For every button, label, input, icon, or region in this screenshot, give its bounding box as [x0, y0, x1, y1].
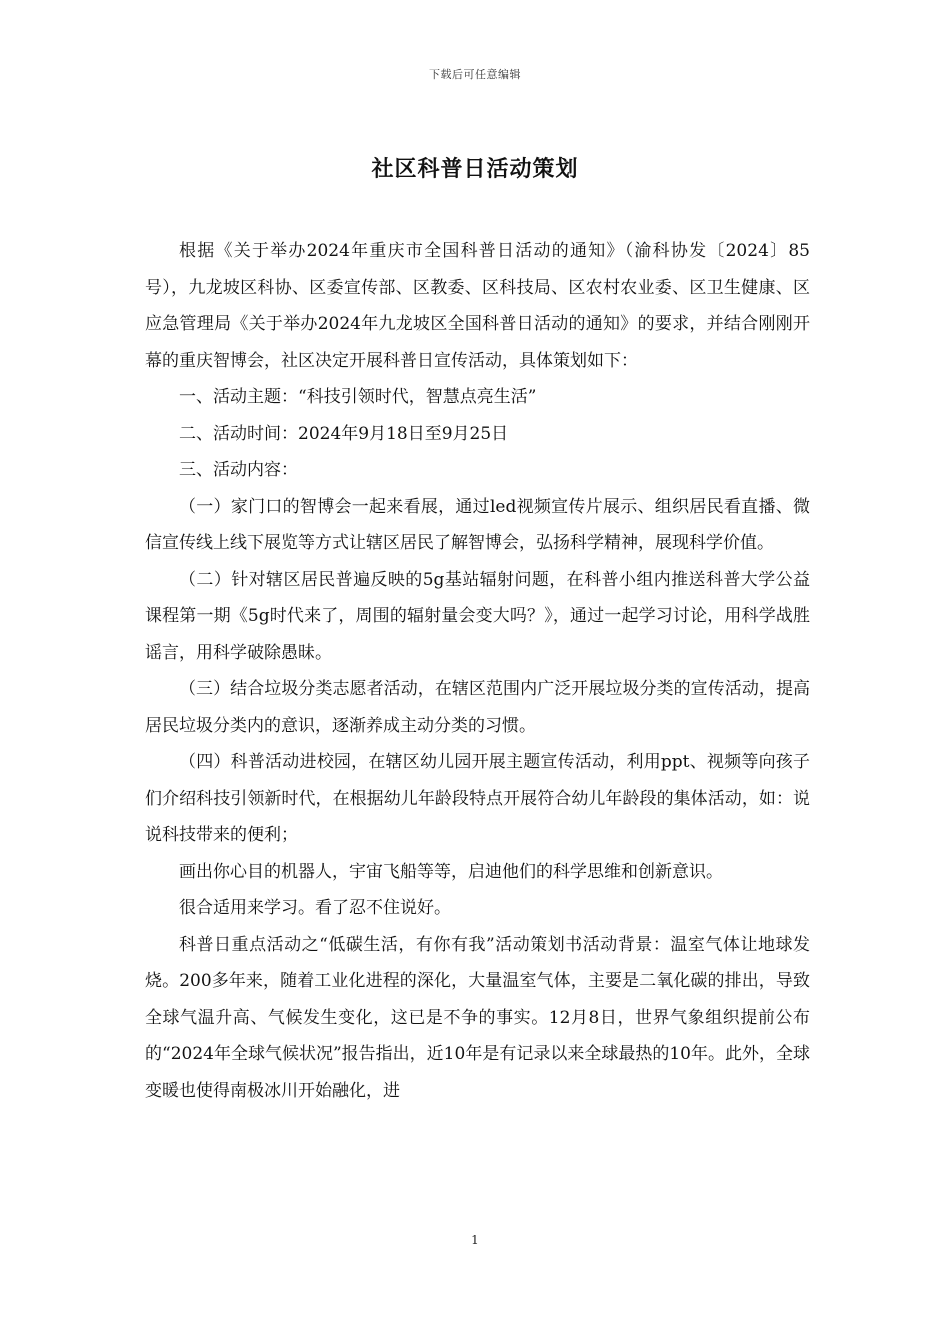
- page-header: 下载后可任意编辑: [429, 68, 521, 81]
- paragraph-time: 二、活动时间：2024年9月18日至9月25日: [179, 423, 509, 444]
- paragraph-item-2: （二）针对辖区居民普遍反映的5g基站辐射问题，在科普小组内推送科普大学公益课程第一期《5g时代来了，周围的辐射量会变大吗？》，通过一起学习讨论，用科学战胜谣言，用科学破除愚昧。: [145, 569, 810, 663]
- paragraph-item-4: （四）科普活动进校园，在辖区幼儿园开展主题宣传活动，利用ppt、视频等向孩子们介绍科技引领新时代，在根据幼儿年龄段特点开展符合幼儿年龄段的集体活动，如：说说科技带来的便利；: [145, 752, 810, 845]
- paragraph-item-4-continued: 画出你心目的机器人，宇宙飞船等等，启迪他们的科学思维和创新意识。: [179, 861, 723, 882]
- paragraph-item-3: （三）结合垃圾分类志愿者活动，在辖区范围内广泛开展垃圾分类的宣传活动，提高居民垃圾分类内的意识，逐渐养成主动分类的习惯。: [145, 679, 810, 736]
- paragraph-theme: 一、活动主题：“科技引领时代，智慧点亮生活”: [179, 387, 537, 407]
- paragraph-content-heading: 三、活动内容：: [179, 460, 298, 480]
- page-number: 1: [471, 1233, 479, 1247]
- document-title: 社区科普日活动策划: [371, 156, 579, 182]
- paragraph-low-carbon: 科普日重点活动之“低碳生活，有你有我”活动策划书活动背景：温室气体让地球发烧。200多年来，随着工业化进程的深化，大量温室气体，主要是二氧化碳的排出，导致全球气温升高、气候发生变化，这已是不争的事实。12月8日，世界气象组织提前公布的“2024年全球气候状况”报告指出，近10年是有记录以来全球最热的10年。此外，全球变暖也使得南极冰川开始融化，进: [145, 934, 810, 1101]
- paragraph-item-1: （一）家门口的智博会一起来看展，通过led视频宣传片展示、组织居民看直播、微信宣传线上线下展览等方式让辖区居民了解智博会，弘扬科学精神，展现科学价值。: [145, 496, 810, 553]
- paragraph-remark: 很合适用来学习。看了忍不住说好。: [179, 898, 451, 918]
- paragraph-intro: 根据《关于举办2024年重庆市全国科普日活动的通知》（渝科协发〔2024〕85号），九龙坡区科协、区委宣传部、区教委、区科技局、区农村农业委、区卫生健康、区应急管理局《关于举办2024年九龙坡区全国科普日活动的通知》的要求，并结合刚刚开幕的重庆智博会，社区决定开展科普日宣传活动，具体策划如下：: [145, 241, 810, 371]
- document-body: [145, 233, 810, 1109]
